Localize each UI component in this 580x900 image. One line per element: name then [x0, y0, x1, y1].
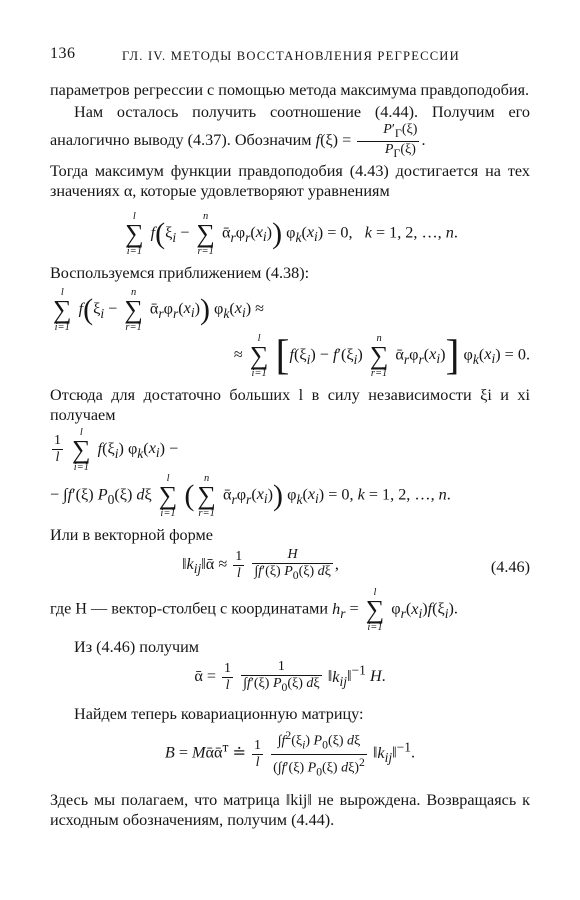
equation-large-l-2: − ∫f′(ξ) $P_0(\xi)$ dξ l ∑ i=1 ( n ∑ r=1 $ᾱ_r\varphi_r(x_i)$) $\varphi_k(x_i) = 0$, k = 1, 2, …, n.: [50, 472, 451, 519]
paragraph-2-text: Нам осталось получить соотношение (4.44). Получим его аналогично выводу (4.37). Обозначим: [50, 103, 530, 150]
equation-likelihood: l ∑ i=1 $f(\xi_i$ − n ∑ r=1 $ᾱ_r\varphi_r(x_i)$) $\varphi_k(x_i) = 0$, k = 1, 2, …, n.: [125, 210, 458, 257]
equation-covariance: B = Mᾱᾱ$^т$ ≐ $\frac{1}{l}$ $\frac{\int f^2(\xi_i) P_0(\xi) d\xi}{(\int f'(\xi) P_0(\xi) d\xi)^2}$ $‖k_{ij}‖^{-1}$.: [164, 729, 416, 779]
equation-approx-2: ≈ l ∑ i=1 [$f(\xi_i) - f'(\xi_i)$ n ∑ r=1 $ᾱ_r\varphi_r(x_i)$] $\varphi_k(x_i) = 0$.: [233, 332, 530, 379]
paragraph-7-text: где H — вектор-столбец с координатами: [50, 600, 329, 619]
paragraph-3: Тогда максимум функции правдоподобия (4.43) достигается на тех значениях α, которые удовлетворяют уравнениям: [50, 161, 530, 200]
paragraph-2: [50, 102, 530, 161]
equation-alpha: ᾱ = $\frac{1}{l}$ $\frac{1}{\int f'(\xi) P_0(\xi) d\xi}$ $‖k_{ij}‖^{-1}$ H.: [194, 659, 386, 695]
paragraph-9: Найдем теперь ковариационную матрицу:: [74, 705, 364, 724]
book-page: [50, 44, 530, 830]
paragraph-8: Из (4.46) получим: [74, 638, 200, 657]
equation-large-l-1: $\frac{1}{l}$ l ∑ i=1 $f(\xi_i) \varphi_k(x_i)$ −: [54, 426, 179, 473]
definition-f: f(ξ) = $\frac{P'_\Gamma(\xi)}{P_\Gamma(\xi)}$ .: [315, 122, 426, 160]
paragraph-10: Здесь мы полагаем, что матрица ‖kij‖ не вырождена. Возвращаясь к исходным обозначениям, получим (4.44).: [50, 791, 530, 830]
page-header: [50, 44, 530, 72]
page-number: 136: [50, 45, 76, 62]
paragraph-4: Воспользуемся приближением (4.38):: [50, 263, 310, 282]
paragraph-6: Или в векторной форме: [50, 525, 213, 544]
equation-number-446: (4.46): [490, 557, 530, 576]
paragraph-1: параметров регрессии с помощью метода максимума правдоподобия.: [50, 81, 530, 99]
running-title: ГЛ. IV. МЕТОДЫ ВОССТАНОВЛЕНИЯ РЕГРЕССИИ: [122, 49, 460, 63]
paragraph-7: где H — вектор-столбец с координатами $h_r$ = l ∑ i=1 $\varphi_r(x_i)f(\xi_i)$.: [50, 587, 458, 634]
paragraph-5: Отсюда для достаточно больших l в силу независимости ξi и xi получаем: [50, 385, 530, 424]
equation-446: $‖k_{ij}‖ᾱ$ ≈ $\frac{1}{l}$ $\frac{H}{\int f'(\xi) P_0(\xi) d\xi}$ , (4.46): [182, 546, 530, 582]
equation-approx-1: l ∑ i=1 $f(\xi_i$ − n ∑ r=1 $ᾱ_r\varphi_r(x_i)$) $\varphi_k(x_i)$ ≈: [53, 286, 265, 333]
